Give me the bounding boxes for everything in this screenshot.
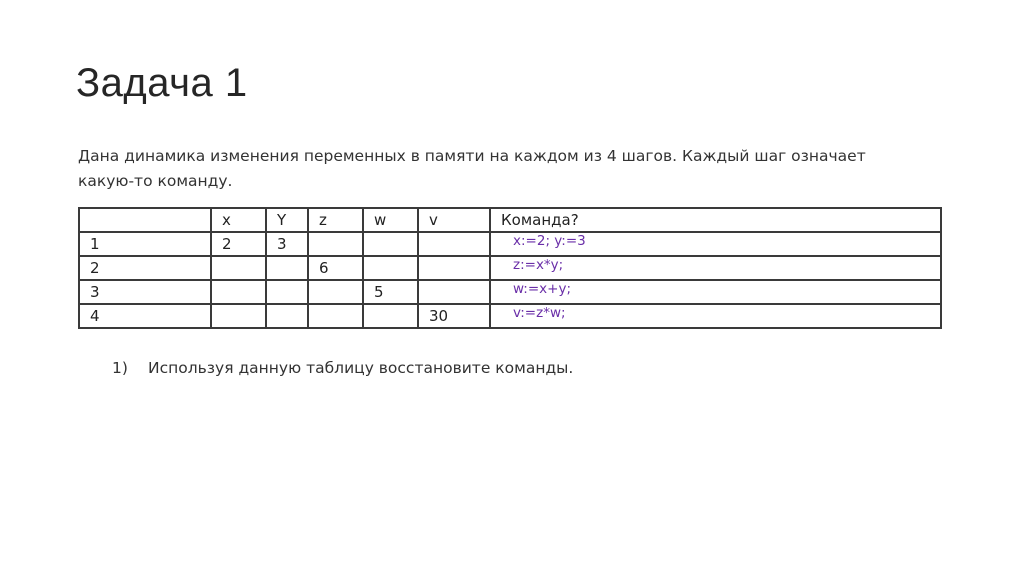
cell-v <box>418 256 490 280</box>
cell-step: 3 <box>79 280 211 304</box>
header-y: Y <box>266 208 308 232</box>
header-z: z <box>308 208 363 232</box>
cell-command: z:=x*y; <box>490 256 941 280</box>
cell-v <box>418 280 490 304</box>
task-block <box>78 144 944 379</box>
cell-z <box>308 232 363 256</box>
task-intro <box>78 144 944 194</box>
cell-z <box>308 304 363 328</box>
table-row <box>79 256 941 280</box>
header-x: x <box>211 208 266 232</box>
cell-w <box>363 304 418 328</box>
cell-v <box>418 232 490 256</box>
cell-w: 5 <box>363 280 418 304</box>
cell-x: 2 <box>211 232 266 256</box>
question-text: Используя данную таблицу восстановите команды. <box>148 359 574 377</box>
cell-z: 6 <box>308 256 363 280</box>
cell-command: w:=x+y; <box>490 280 941 304</box>
cell-y <box>266 280 308 304</box>
header-v: v <box>418 208 490 232</box>
cell-step: 1 <box>79 232 211 256</box>
header-w: w <box>363 208 418 232</box>
cell-command: v:=z*w; <box>490 304 941 328</box>
cell-command: x:=2; y:=3 <box>490 232 941 256</box>
header-command: Команда? <box>490 208 941 232</box>
cell-x <box>211 256 266 280</box>
table-row <box>79 232 941 256</box>
cell-y <box>266 256 308 280</box>
question-item <box>78 357 944 379</box>
task-intro-line-2: какую-то команду. <box>78 172 233 190</box>
cell-x <box>211 280 266 304</box>
slide-title: Задача 1 <box>76 61 248 105</box>
cell-z <box>308 280 363 304</box>
cell-v: 30 <box>418 304 490 328</box>
cell-x <box>211 304 266 328</box>
header-step <box>79 208 211 232</box>
table-header-row <box>79 208 941 232</box>
cell-y: 3 <box>266 232 308 256</box>
cell-w <box>363 232 418 256</box>
table-row <box>79 280 941 304</box>
cell-y <box>266 304 308 328</box>
question-number: 1) <box>112 359 128 377</box>
variables-table <box>78 207 942 329</box>
cell-step: 4 <box>79 304 211 328</box>
task-intro-line-1: Дана динамика изменения переменных в памяти на каждом из 4 шагов. Каждый шаг означает <box>78 147 866 165</box>
cell-step: 2 <box>79 256 211 280</box>
table-row <box>79 304 941 328</box>
cell-w <box>363 256 418 280</box>
